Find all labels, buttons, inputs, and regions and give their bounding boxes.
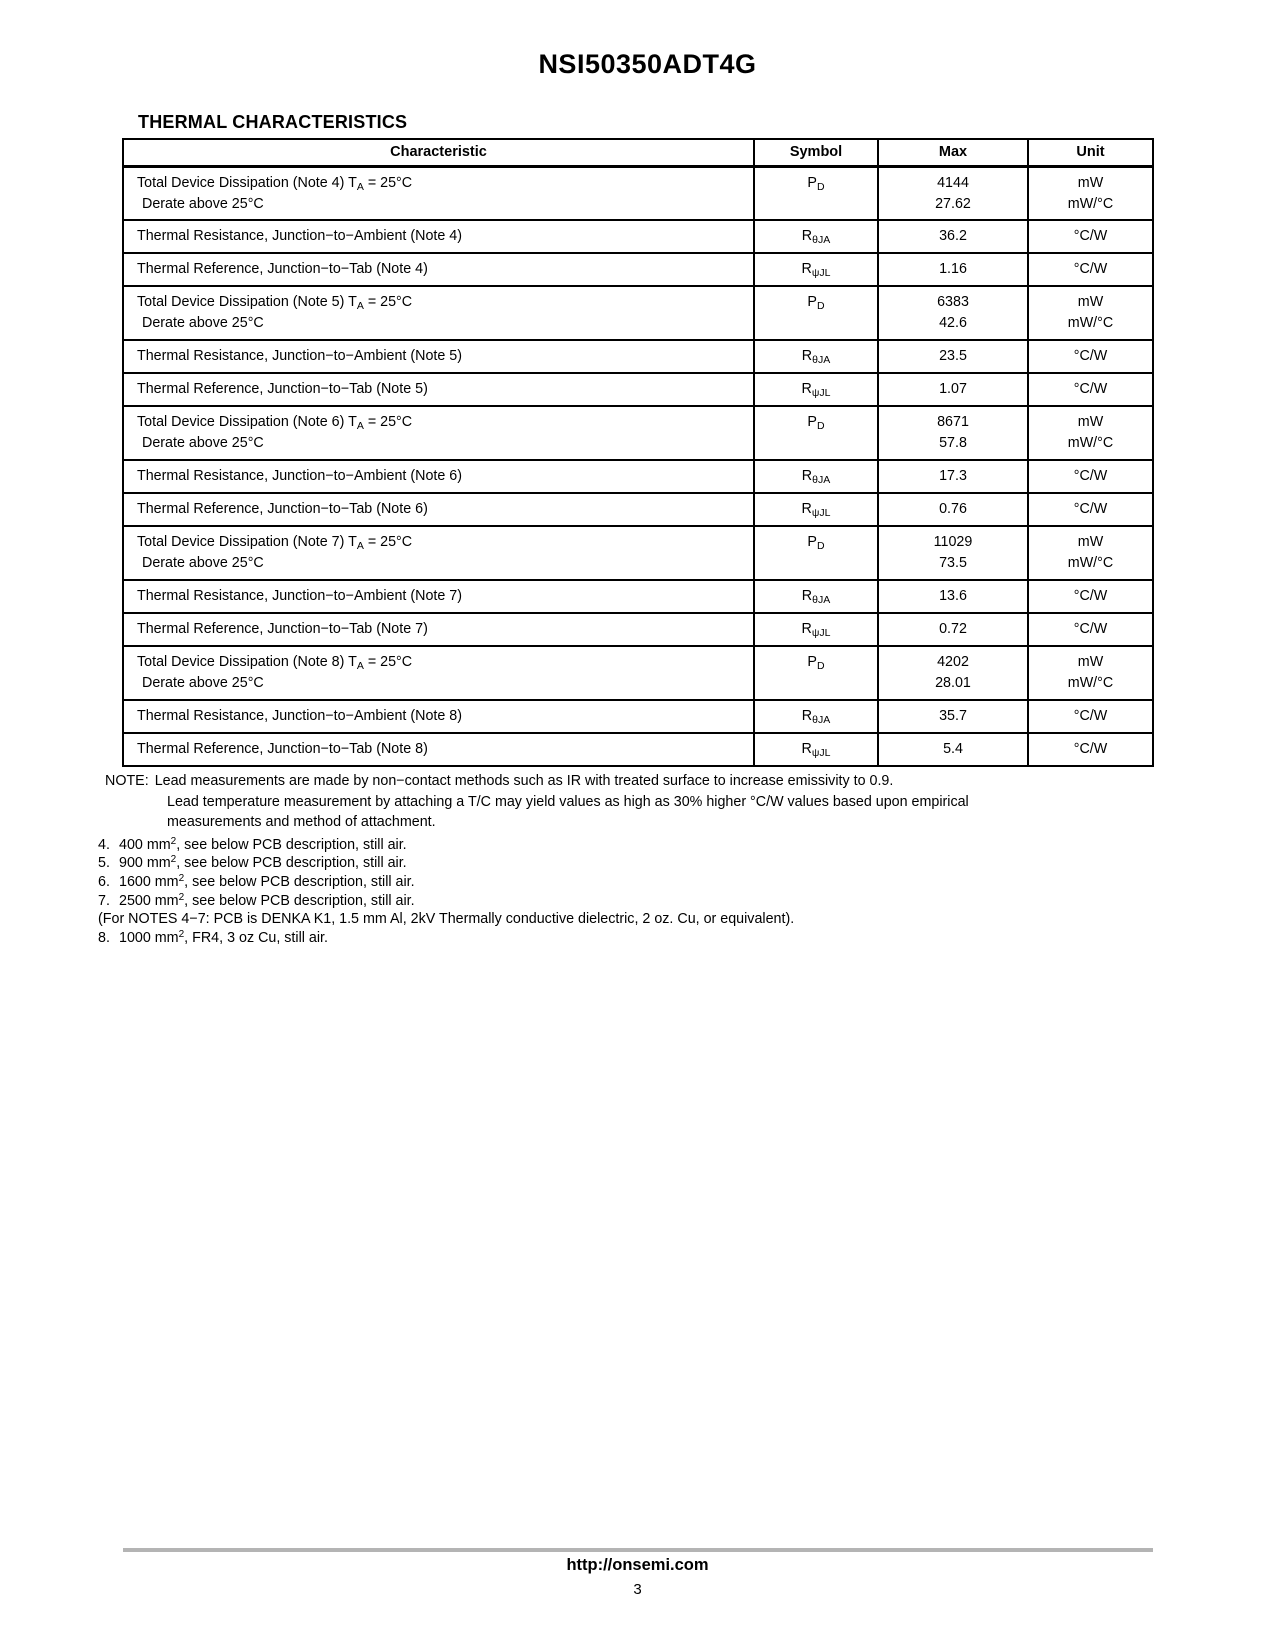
note-superscript: 2	[178, 872, 185, 884]
max-value: 8671	[937, 414, 969, 430]
note-text: Lead measurements are made by non−contact methods such as IR with treated surface to increase emissivity to 0.9.	[154, 773, 894, 789]
max-value: 27.62	[935, 195, 971, 212]
table-row	[123, 733, 1153, 766]
max-value-cell	[878, 526, 1028, 580]
symbol-text: $R_{\psi JL}$	[801, 621, 831, 639]
footer-url-link[interactable]: http://onsemi.com	[566, 1556, 709, 1574]
max-value: 23.5	[939, 348, 967, 364]
note-superscript: 2	[178, 891, 185, 903]
table-row	[123, 220, 1153, 253]
column-header-symbol: Symbol	[754, 139, 878, 166]
note-item: (For NOTES 4−7: PCB is DENKA K1, 1.5 mm Al, 2kV Thermally conductive dielectric, 2 oz. Cu, or equivalent).	[98, 911, 795, 928]
max-value-cell	[878, 646, 1028, 700]
max-value: 0.76	[939, 501, 967, 517]
table-row	[123, 340, 1153, 373]
symbol-subscript: ψJL	[811, 267, 831, 279]
symbol-cell	[754, 220, 878, 253]
unit-value: °C/W	[1073, 501, 1108, 517]
max-value-cell	[878, 460, 1028, 493]
unit-value: mW	[1077, 654, 1104, 670]
symbol-cell	[754, 166, 878, 220]
unit-cell	[1028, 253, 1153, 286]
unit-cell	[1028, 646, 1153, 700]
max-value-cell	[878, 220, 1028, 253]
max-value-cell	[878, 406, 1028, 460]
max-value: 73.5	[939, 555, 967, 571]
characteristic-cell	[123, 286, 754, 340]
symbol-text: $P_D$	[807, 534, 825, 552]
symbol-text: $R_{\psi JL}$	[801, 381, 831, 399]
characteristic-subscript: A	[356, 300, 364, 312]
symbol-cell	[754, 613, 878, 646]
document-title: NSI50350ADT4G	[538, 49, 757, 79]
note-item: 7. 2500 $mm^2$, see below PCB description, still air.	[98, 891, 415, 909]
symbol-cell	[754, 526, 878, 580]
note-item: 4. 400 $mm^2$, see below PCB description, still air.	[98, 835, 407, 853]
characteristic-cell	[123, 460, 754, 493]
symbol-text: $R_{\theta JA}$	[801, 348, 831, 366]
symbol-subscript: ψJL	[811, 507, 831, 519]
symbol-cell	[754, 373, 878, 406]
unit-cell	[1028, 700, 1153, 733]
symbol-subscript: D	[816, 420, 825, 432]
characteristic-cell	[123, 700, 754, 733]
characteristic-text: Thermal Reference, Junction−to−Tab (Note 5)	[137, 381, 428, 397]
unit-cell	[1028, 340, 1153, 373]
max-value-cell	[878, 253, 1028, 286]
unit-cell	[1028, 373, 1153, 406]
symbol-cell	[754, 286, 878, 340]
characteristic-text: Thermal Reference, Junction−to−Tab (Note 8)	[137, 741, 428, 757]
symbol-subscript: θJA	[812, 594, 831, 606]
unit-cell	[1028, 733, 1153, 766]
page-number: 3	[633, 1581, 642, 1598]
characteristic-cell	[123, 406, 754, 460]
max-value: 35.7	[939, 708, 967, 724]
notes-section	[98, 771, 1198, 948]
note-number: 8.	[98, 930, 110, 947]
characteristic-cell	[123, 373, 754, 406]
thermal-characteristics-table	[122, 138, 1154, 767]
characteristic-cell	[123, 340, 754, 373]
max-value: 36.2	[939, 228, 967, 244]
symbol-cell	[754, 493, 878, 526]
unit-value: mW	[1077, 414, 1104, 430]
symbol-text: $R_{\theta JA}$	[801, 588, 831, 606]
characteristic-text-line2: Derate above 25°C	[142, 555, 264, 571]
symbol-text: $R_{\psi JL}$	[801, 741, 831, 759]
unit-value: mW	[1077, 534, 1104, 550]
characteristic-text: Thermal Reference, Junction−to−Tab (Note 7)	[137, 621, 428, 637]
unit-cell	[1028, 493, 1153, 526]
symbol-subscript: ψJL	[811, 747, 831, 759]
characteristic-text: Total Device Dissipation (Note 6) $T_A = 25^\circ C$	[137, 414, 413, 432]
symbol-cell	[754, 253, 878, 286]
max-value-cell	[878, 373, 1028, 406]
max-value: 4202	[937, 654, 969, 670]
symbol-subscript: θJA	[812, 234, 831, 246]
note-block-line: measurements and method of attachment.	[167, 814, 436, 830]
unit-value: °C/W	[1073, 621, 1108, 637]
note-number: 6.	[98, 873, 110, 890]
characteristic-text: Thermal Resistance, Junction−to−Ambient (Note 6)	[137, 468, 463, 484]
note-block-line: Lead temperature measurement by attaching a T/C may yield values as high as 30% higher °C/W values based upon empirical	[167, 793, 969, 810]
table-row	[123, 166, 1153, 220]
note-item: 6. 1600 $mm^2$, see below PCB description, still air.	[98, 872, 415, 890]
characteristic-text: Total Device Dissipation (Note 8) $T_A = 25^\circ C$	[137, 654, 413, 672]
characteristic-subscript: A	[356, 420, 364, 432]
max-value: 57.8	[939, 435, 967, 451]
table-row	[123, 460, 1153, 493]
max-value: 11029	[933, 534, 973, 550]
column-header-unit: Unit	[1028, 139, 1153, 166]
max-value: 1.16	[939, 261, 967, 277]
characteristic-text: Thermal Reference, Junction−to−Tab (Note 4)	[137, 261, 428, 277]
symbol-cell	[754, 700, 878, 733]
note-superscript: 2	[178, 929, 185, 941]
characteristic-text-line2: Derate above 25°C	[142, 195, 264, 212]
unit-value: °C/W	[1073, 228, 1108, 244]
unit-value: mW/°C	[1067, 675, 1114, 691]
unit-value: °C/W	[1073, 261, 1108, 277]
max-value: 42.6	[939, 315, 967, 331]
symbol-subscript: D	[816, 660, 825, 672]
note-number: 5.	[98, 855, 110, 872]
unit-value: mW/°C	[1067, 195, 1114, 212]
notes-list	[98, 836, 1198, 948]
symbol-subscript: θJA	[812, 474, 831, 486]
symbol-text: $P_D$	[807, 174, 825, 193]
note-superscript: 2	[170, 854, 177, 866]
characteristic-text: Thermal Resistance, Junction−to−Ambient (Note 8)	[137, 708, 463, 724]
symbol-cell	[754, 460, 878, 493]
table-row	[123, 646, 1153, 700]
characteristic-cell	[123, 166, 754, 220]
characteristic-text: Total Device Dissipation (Note 4) $T_A = 25^\circ C$	[137, 174, 413, 193]
max-value: 0.72	[939, 621, 967, 637]
table-row	[123, 700, 1153, 733]
symbol-subscript: D	[816, 300, 825, 312]
unit-cell	[1028, 286, 1153, 340]
table-row	[123, 613, 1153, 646]
symbol-cell	[754, 733, 878, 766]
symbol-text: $P_D$	[807, 414, 825, 432]
symbol-cell	[754, 340, 878, 373]
note-superscript: 2	[170, 835, 177, 847]
symbol-text: $R_{\theta JA}$	[801, 708, 831, 726]
characteristic-text-line2: Derate above 25°C	[142, 315, 264, 331]
symbol-subscript: ψJL	[811, 387, 831, 399]
characteristic-text: Thermal Resistance, Junction−to−Ambient (Note 4)	[137, 228, 463, 244]
unit-cell	[1028, 220, 1153, 253]
table-row	[123, 526, 1153, 580]
max-value: 28.01	[935, 675, 971, 691]
characteristic-text-line2: Derate above 25°C	[142, 675, 264, 691]
characteristic-cell	[123, 526, 754, 580]
table-row	[123, 406, 1153, 460]
table-row	[123, 373, 1153, 406]
unit-value: °C/W	[1073, 741, 1108, 757]
note-block-line	[98, 771, 1198, 792]
characteristic-cell	[123, 646, 754, 700]
column-header-max: Max	[878, 139, 1028, 166]
unit-value: °C/W	[1073, 381, 1108, 397]
max-value: 13.6	[939, 588, 967, 604]
note-label: NOTE:	[105, 773, 149, 789]
symbol-text: $R_{\theta JA}$	[801, 228, 831, 246]
characteristic-text: Thermal Reference, Junction−to−Tab (Note 6)	[137, 501, 428, 517]
symbol-text: $R_{\psi JL}$	[801, 261, 831, 279]
max-value: 6383	[937, 294, 969, 310]
max-value: 5.4	[943, 741, 963, 757]
unit-cell	[1028, 580, 1153, 613]
symbol-text: $R_{\psi JL}$	[801, 501, 831, 519]
footer-divider	[123, 1548, 1153, 1552]
symbol-subscript: ψJL	[811, 627, 831, 639]
unit-cell	[1028, 613, 1153, 646]
table-row	[123, 286, 1153, 340]
max-value-cell	[878, 286, 1028, 340]
column-header-characteristic: Characteristic	[123, 139, 754, 166]
max-value-cell	[878, 580, 1028, 613]
thermal-table-body	[123, 166, 1153, 766]
unit-cell	[1028, 406, 1153, 460]
unit-value: °C/W	[1073, 588, 1108, 604]
characteristic-cell	[123, 613, 754, 646]
unit-cell	[1028, 526, 1153, 580]
characteristic-cell	[123, 493, 754, 526]
symbol-subscript: θJA	[812, 354, 831, 366]
characteristic-text-line2: Derate above 25°C	[142, 435, 264, 451]
symbol-text: $P_D$	[807, 294, 825, 312]
symbol-cell	[754, 406, 878, 460]
characteristic-cell	[123, 253, 754, 286]
characteristic-text: Total Device Dissipation (Note 7) $T_A = 25^\circ C$	[137, 534, 413, 552]
table-row	[123, 580, 1153, 613]
max-value-cell	[878, 733, 1028, 766]
max-value-cell	[878, 613, 1028, 646]
table-row	[123, 493, 1153, 526]
max-value-cell	[878, 340, 1028, 373]
max-value-cell	[878, 700, 1028, 733]
characteristic-text: Thermal Resistance, Junction−to−Ambient (Note 7)	[137, 588, 463, 604]
max-value-cell	[878, 166, 1028, 220]
symbol-text: $R_{\theta JA}$	[801, 468, 831, 486]
table-row	[123, 253, 1153, 286]
note-number: 4.	[98, 836, 110, 853]
characteristic-cell	[123, 220, 754, 253]
unit-value: mW/°C	[1067, 315, 1114, 331]
max-value: 4144	[937, 174, 969, 191]
unit-cell	[1028, 460, 1153, 493]
unit-value: mW	[1077, 174, 1104, 191]
note-item: 8. 1000 $mm^2$, FR4, 3 oz Cu, still air.	[98, 929, 328, 947]
max-value: 1.07	[939, 381, 967, 397]
unit-value: mW/°C	[1067, 555, 1114, 571]
max-value: 17.3	[939, 468, 967, 484]
characteristic-cell	[123, 733, 754, 766]
note-item: 5. 900 $mm^2$, see below PCB description, still air.	[98, 854, 407, 872]
unit-value: °C/W	[1073, 468, 1108, 484]
symbol-subscript: D	[816, 180, 825, 193]
unit-value: mW/°C	[1067, 435, 1114, 451]
unit-cell	[1028, 166, 1153, 220]
symbol-cell	[754, 580, 878, 613]
table-header-row	[123, 139, 1153, 166]
characteristic-subscript: A	[356, 540, 364, 552]
max-value-cell	[878, 493, 1028, 526]
symbol-subscript: θJA	[812, 714, 831, 726]
unit-value: °C/W	[1073, 348, 1108, 364]
characteristic-subscript: A	[356, 180, 364, 193]
characteristic-subscript: A	[356, 660, 364, 672]
characteristic-text: Total Device Dissipation (Note 5) $T_A = 25^\circ C$	[137, 294, 413, 312]
symbol-subscript: D	[816, 540, 825, 552]
characteristic-cell	[123, 580, 754, 613]
characteristic-text: Thermal Resistance, Junction−to−Ambient (Note 5)	[137, 348, 463, 364]
unit-value: °C/W	[1073, 708, 1108, 724]
symbol-cell	[754, 646, 878, 700]
unit-value: mW	[1077, 294, 1104, 310]
section-title: THERMAL CHARACTERISTICS	[138, 112, 408, 132]
note-number: 7.	[98, 892, 110, 909]
symbol-text: $P_D$	[807, 654, 825, 672]
